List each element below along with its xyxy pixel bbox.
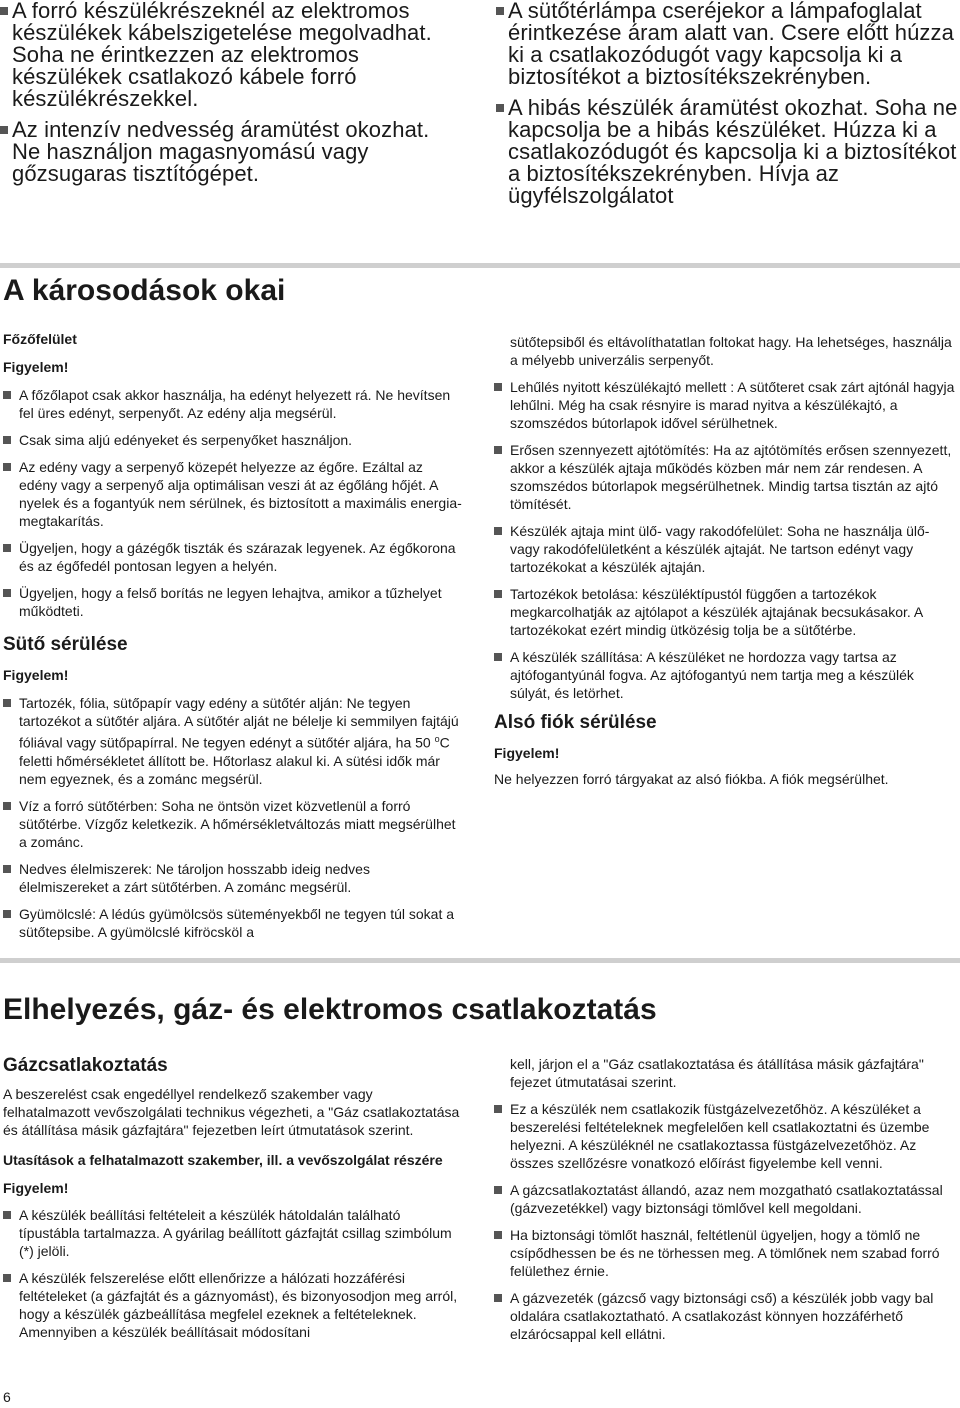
list-item: Készülék ajtaja mint ülő- vagy rakodófelület: Soha ne használja ülő- vagy rakodófelületként a készülék ajtaját. Ne tartson edényt vagy tartozékokat a készülék ajtaján. [494,522,958,576]
install-list-continued [494,1100,958,1343]
list-item: Az edény vagy a serpenyő közepét helyezze az égőre. Ezáltal az edény vagy a serpenyő alja optimálisan veszi át az égőláng hőjét. A nyelek és a fogantyúk nem sérülnek, és biztosított a maximális energia-megtakarítás. [3,458,463,530]
cooktop-list [3,386,463,620]
install-right-column [494,1055,958,1352]
oven-list [3,694,463,941]
section-title: Elhelyezés, gáz- és elektromos csatlakoztatás [3,993,657,1026]
subsection-heading: Sütő sérülése [3,634,128,655]
degree-sign: o [434,734,440,744]
subsection-heading: Alsó fiók sérülése [494,712,657,733]
list-item: A készülék beállítási feltételeit a készülék hátoldalán található típustábla tartalmazza. A gyárilag beállított gázfajtát csillag szimbólum (*) jelöli. [3,1206,463,1260]
oven-list-continued [494,378,958,702]
continuation-text: sütőtepsiből és eltávolíthatatlan foltokat hagy. Ha lehetséges, használja a mélyebb univerzális serpenyőt. [510,334,952,368]
warning-list [496,0,958,207]
caution-label: Figyelem! [3,667,69,683]
section-divider [0,263,960,268]
install-list [3,1206,463,1341]
list-item: Ügyeljen, hogy a gázégők tiszták és szárazak legyenek. Az égőkorona és az égőfedél pontosan legyen a helyén. [3,539,463,575]
continuation-text: kell, járjon el a "Gáz csatlakoztatása és átállítása másik gázfajtára" fejezet útmutatásai szerint. [510,1056,924,1090]
subsection-heading: Gázcsatlakoztatás [3,1055,168,1076]
subsection-heading: Főzőfelület [3,331,77,347]
list-item: Erősen szennyezett ajtótömítés: Ha az ajtótömítés erősen szennyezett, akkor a készülék ajtaja működés közben már nem zár rendesen. A szomszédos bútorlapok megsérülhetnek. Mindig tartsa tisztán az ajtó tömítését. [494,441,958,513]
caution-label: Figyelem! [3,359,69,375]
list-item: Ügyeljen, hogy a felső borítás ne legyen lehajtva, amikor a tűzhelyet működteti. [3,584,463,620]
list-item: A gázvezeték (gázcső vagy biztonsági cső) a készülék jobb vagy bal oldalára csatlakoztatható. A csatlakozást könnyen hozzáférhető elzárócsappal kell ellátni. [494,1289,958,1343]
section-divider [0,958,960,963]
drawer-text: Ne helyezzen forró tárgyakat az alsó fiókba. A fiók megsérülhet. [494,771,889,787]
list-item: Az intenzív nedvesség áramütést okozhat. Ne használjon magasnyomású vagy gőzsugaras tisztítógépet. [0,119,455,185]
list-item: Tartozékok betolása: készüléktípustól függően a tartozékok megkarcolhatják az ajtólapot a készülék ajtajának becsukásakor. A tartozékokat ezért mindig ütközésig tolja be a sütőtérbe. [494,585,958,639]
list-item: Víz a forró sütőtérben: Soha ne öntsön vizet közvetlenül a forró sütőtérbe. Vízgőz keletkezik. A hőmérsékletváltozás miatt megsérülhet a zománc. [3,797,463,851]
list-item: A készülék felszerelése előtt ellenőrizze a hálózati hozzáférési feltételeket (a gázfajtát és a gáznyomást), és bizonyosodjon meg arról, hogy a készülék gázbeállítása megfelel ezeknek a feltételeknek. Amennyiben a készülék beállításait módosítani [3,1269,463,1341]
list-item: Nedves élelmiszerek: Ne tároljon hosszabb ideig nedves élelmiszereket a zárt sütőtérben. A zománc megsérül. [3,860,463,896]
top-right-column [496,0,958,216]
section-title: A károsodások okai [3,274,286,307]
list-item: Ha biztonsági tömlőt használ, feltétlenül ügyeljen, hogy a tömlő ne csípődhessen be és ne törhessen meg. A tömlőnek nem szabad forró felülethez érnie. [494,1226,958,1280]
list-item: A gázcsatlakoztatást állandó, azaz nem mozgatható csatlakoztatással (gázvezetékkel) vagy biztonsági tömlővel kell megoldani. [494,1181,958,1217]
caution-label: Figyelem! [3,1180,69,1196]
list-item: A hibás készülék áramütést okozhat. Soha ne kapcsolja be a hibás készüléket. Húzza ki a csatlakozódugót és kapcsolja ki a biztosítékot a biztosítékszekrényben. Hívja az ügyfélszolgálatot [496,97,958,207]
install-left-column [3,1055,463,1350]
intro-text: A beszerelést csak engedéllyel rendelkező szakember vagy felhatalmazott vevőszolgálati technikus végezheti, a "Gáz csatlakoztatása és átállítása másik gázfajtára" fejezetben leírt útmutatások szerint. [3,1086,460,1138]
damage-left-column [3,330,463,950]
item-text: C feletti hőmérsékletet állított be. Hőtorlasz alakul ki. A sütési idők már nem egyeznek, és a zománc megsérül. [19,734,450,787]
list-item: A készülék szállítása: A készüléket ne hordozza vagy tartsa az ajtófogantyúnál fogva. Az ajtófogantyú nem tartja meg a készülék súlyát, és letörhet. [494,648,958,702]
list-item: Gyümölcslé: A lédús gyümölcsös süteményekből ne tegyen túl sokat a sütőtepsibe. A gyümölcslé kifröcsköl a [3,905,463,941]
item-text: Tartozék, fólia, sütőpapír vagy edény a sütőtér alján: Ne tegyen tartozékot a sütőtér aljára. A sütőtér alját ne bélelje ki semmilyen fajtájú fóliával vagy sütőpapírral. Ne tegyen edényt a sütőtér aljára, ha 50 [19,695,459,751]
list-item [3,694,463,788]
list-item: A forró készülékrészeknél az elektromos készülékek kábelszigetelése megolvadhat. Soha ne érintkezzen az elektromos készülékek csatlakozó kábele forró készülékrészekkel. [0,0,455,110]
list-item: A főzőlapot csak akkor használja, ha edényt helyezett rá. Ne hevítsen fel üres edényt, serpenyőt. Az edény alja megsérül. [3,386,463,422]
page-number: 6 [3,1389,11,1405]
list-item: A sütőtérlámpa cseréjekor a lámpafoglalat érintkezése áram alatt van. Csere előtt húzza ki a csatlakozódugót vagy kapcsolja ki a biztosítékot a biztosítékszekrényben. [496,0,958,88]
list-item: Csak sima aljú edényeket és serpenyőket használjon. [3,431,463,449]
instruction-heading: Utasítások a felhatalmazott szakember, ill. a vevőszolgálat részére [3,1152,443,1168]
caution-label: Figyelem! [494,745,560,761]
list-item: Ez a készülék nem csatlakozik füstgázelvezetőhöz. A készüléket a beszerelési feltételeknek megfelelően kell csatlakoztatni és üzembe helyezni. A készüléknél ne csatlakoztassa füstgázelvezetőhöz. Az összes szellőzésre vonatkozó előírást figyelembe kell venni. [494,1100,958,1172]
top-left-column [0,0,455,194]
damage-right-column [494,333,958,788]
warning-list [0,0,455,185]
list-item: Lehűlés nyitott készülékajtó mellett : A sütőteret csak zárt ajtónál hagyja lehűlni. Még ha csak résnyire is marad nyitva a készülékajtó, a szomszédos bútorlapok idővel sérülhetnek. [494,378,958,432]
